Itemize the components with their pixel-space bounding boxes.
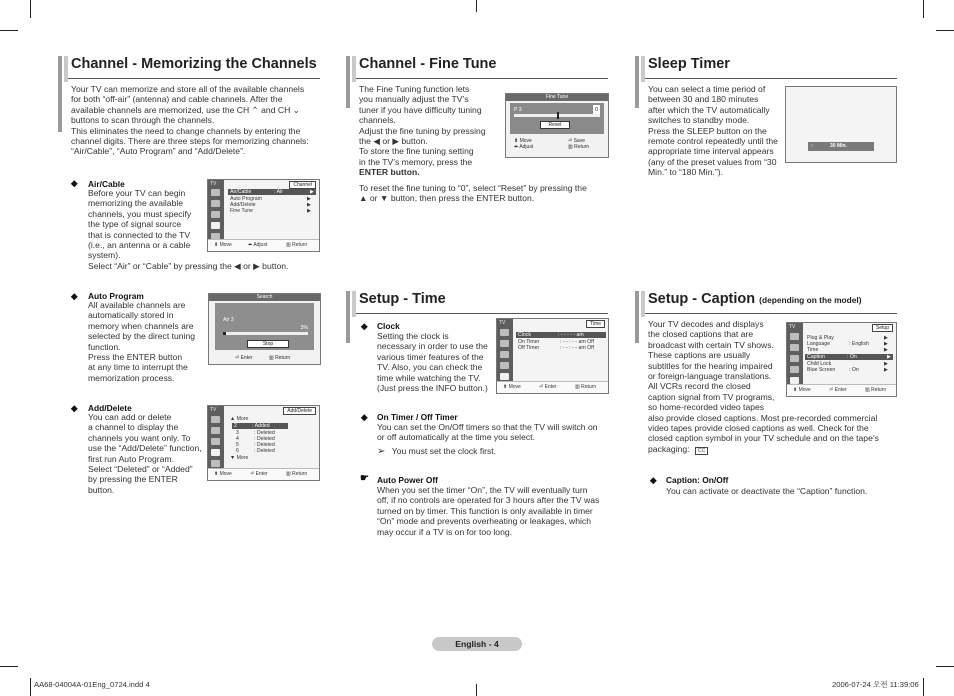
hint-label: Save xyxy=(573,138,585,144)
text-line: you manually adjust the TV’s xyxy=(359,94,469,105)
hint-label: Return xyxy=(581,384,597,390)
osd-selected-row xyxy=(805,354,893,360)
text-line: the type of signal source xyxy=(88,219,182,230)
auto-program-text xyxy=(88,300,210,383)
speaker-icon xyxy=(211,211,220,218)
hint-label: Move xyxy=(219,471,232,477)
setup-icon xyxy=(211,460,220,467)
text-line: or off automatically at the time you select. xyxy=(377,432,535,443)
hint-label: Enter xyxy=(240,355,253,361)
osd-sidebar xyxy=(787,323,803,384)
sound-icon xyxy=(790,344,799,351)
text-line: various timer features of the xyxy=(377,351,484,362)
crop-mark xyxy=(476,684,477,696)
section-marker xyxy=(346,56,350,108)
text-line: Press the SLEEP button on the xyxy=(648,125,767,136)
title-rule xyxy=(68,78,320,79)
move-hint: ⬍ Move xyxy=(214,471,232,477)
enter-hint: ⏎ Enter xyxy=(250,471,268,477)
arrow-right-icon: ▶ xyxy=(307,196,311,202)
text-line: turned on by timer. This function is only available in timer xyxy=(377,505,593,516)
text-line: system). xyxy=(88,250,121,261)
crop-mark xyxy=(30,678,31,696)
note-arrow-icon: ➢ xyxy=(377,446,386,457)
channel-status: : Deleted xyxy=(254,430,275,436)
text-line: These captions are usually xyxy=(648,350,751,361)
text-line: TV. Also, you can check the xyxy=(377,362,483,373)
osd-row-label: Off Timer xyxy=(518,345,540,351)
arrow-right-icon: ▶ xyxy=(307,202,311,208)
text-line: channels. xyxy=(359,115,396,126)
channel-antenna-icon xyxy=(500,362,509,369)
fine-value: 0 xyxy=(593,105,600,116)
osd-footer xyxy=(208,468,319,480)
hint-label: Return xyxy=(292,471,308,477)
text-line: closed caption symbol in your TV schedule and on the tape’s xyxy=(648,433,879,444)
arrow-right-icon: ▶ xyxy=(307,208,311,214)
osd-tv-label: TV xyxy=(789,324,796,330)
text-line: Before your TV can begin xyxy=(88,188,186,198)
finetune-reset-text xyxy=(359,183,609,204)
channel-status: : Deleted xyxy=(254,442,275,448)
osd-row-label: Child Lock xyxy=(807,361,832,367)
text-line: All available channels are xyxy=(88,300,186,310)
fine-tune-hints-right: ⏎ Save ▥ Return xyxy=(568,138,590,150)
arrow-right-icon: ▶ xyxy=(884,361,888,367)
arrow-right-icon: ▶ xyxy=(884,335,888,341)
section-title-finetune: Channel - Fine Tune xyxy=(359,56,497,72)
channel-number: 3 xyxy=(236,430,239,436)
text-line: “On” mode and prevents overheating or leakages, which xyxy=(377,516,592,527)
text-line: first run Auto Program. xyxy=(88,453,174,464)
clock-text xyxy=(377,331,495,393)
osd-row-value: : Air xyxy=(274,189,283,195)
diamond-bullet-icon: ◆ xyxy=(71,291,78,301)
auto-power-off-heading: Auto Power Off xyxy=(377,475,438,485)
diamond-bullet-icon: ◆ xyxy=(71,403,78,413)
diamond-bullet-icon: ◆ xyxy=(361,321,368,331)
text-line: (i.e., an antenna or a cable xyxy=(88,240,191,251)
arrow-right-icon: ▶ xyxy=(884,347,888,353)
text-line: remote control repeatedly until the xyxy=(648,136,778,147)
channel-status: : Deleted xyxy=(254,448,275,454)
enter-hint: ⏎ Enter xyxy=(829,387,847,393)
more-up: ▲ More xyxy=(230,416,249,422)
search-channel: Air 3 xyxy=(223,317,234,323)
more-down: ▼ More xyxy=(230,455,249,461)
text-line: Adjust the fine tuning by pressing xyxy=(359,125,486,136)
osd-tv-label: TV xyxy=(210,407,217,413)
osd-selected-row xyxy=(516,332,606,338)
text-line: at any time to interrupt the xyxy=(88,362,188,373)
text-line: off, if no controls are operated for 3 hours after the TV was xyxy=(377,495,600,506)
osd-row-label: Blue Screen xyxy=(807,367,836,373)
text-line: memory when channels are xyxy=(88,320,194,331)
section-title-time: Setup - Time xyxy=(359,291,446,307)
crop-mark xyxy=(936,30,954,31)
sleep-text xyxy=(648,84,788,178)
osd-sleep-screen xyxy=(785,86,897,163)
arrow-right-icon: ▶ xyxy=(887,354,891,360)
enter-hint: ⏎ Enter xyxy=(235,355,253,361)
adjust-hint: ⬌ Adjust xyxy=(248,242,268,248)
crop-mark xyxy=(30,0,31,18)
text-line: for both “off-air” (antenna) and cable channels. After the xyxy=(71,94,283,105)
text-line: You can set the On/Off timers so that the TV will switch on xyxy=(377,422,598,432)
text-line xyxy=(648,444,898,455)
file-name: AA68-04004A-01Eng_0724.indd 4 xyxy=(34,680,150,689)
fine-tune-hints: ⬍ Move ⬌ Adjust xyxy=(514,138,534,150)
osd-row-value: : - - : - - am xyxy=(558,332,584,338)
crop-mark xyxy=(923,0,924,18)
note-text: You must set the clock first. xyxy=(391,446,497,456)
channel-number: 4 xyxy=(236,436,239,442)
section-title-caption xyxy=(648,291,862,309)
note-row xyxy=(377,446,617,457)
enter-hint: ⏎ Enter xyxy=(539,384,557,390)
channel-number: 6 xyxy=(236,448,239,454)
text-line: may occur if a TV is on for too long. xyxy=(377,526,513,537)
osd-channel-menu xyxy=(207,179,320,252)
text-line: When you set the timer “On”, the TV will eventually turn xyxy=(377,485,588,495)
osd-dialog-title: Search xyxy=(209,294,320,301)
text-line: tuner if you have difficulty tuning xyxy=(359,104,482,115)
text-line: (Just press the INFO button.) xyxy=(377,383,488,394)
page-number: English - 4 xyxy=(432,637,522,651)
crop-mark xyxy=(936,666,954,667)
finetune-text xyxy=(359,84,499,178)
clock-heading: Clock xyxy=(377,321,400,331)
osd-dialog-title: Fine Tune xyxy=(506,94,608,101)
crop-mark xyxy=(923,678,924,696)
text-line: memorizing the available xyxy=(88,198,184,209)
sound-icon xyxy=(500,340,509,347)
osd-dialog-body xyxy=(215,303,314,350)
osd-tag: Add/Delete xyxy=(283,407,316,415)
text-line: ENTER button. xyxy=(359,167,420,178)
text-line: necessary in order to use the xyxy=(377,341,488,352)
picture-icon xyxy=(211,189,220,196)
arrow-right-icon: ▶ xyxy=(310,189,314,195)
text-line: Your TV can memorize and store all of the available channels xyxy=(71,84,305,94)
memorize-intro xyxy=(71,84,331,157)
text-line: memorization process. xyxy=(88,372,175,383)
text-line: Min.” to “180 Min.”). xyxy=(648,167,723,178)
text-line: channels you want only. To xyxy=(88,432,191,443)
search-percent: 3% xyxy=(300,325,308,331)
text-line: in the TV’s memory, press the xyxy=(359,156,473,167)
text-line: To store the fine tuning setting xyxy=(359,146,474,157)
text-line: button. xyxy=(88,484,115,495)
text-line: the ◀ or ▶ button. xyxy=(359,136,428,147)
osd-row-label: Caption xyxy=(807,354,825,360)
move-hint: ⬍ Move xyxy=(214,242,232,248)
fine-channel: P 3 xyxy=(514,107,522,113)
hint-label: Return xyxy=(574,144,590,150)
channel-status: : Deleted xyxy=(254,436,275,442)
text-line: video tapes provide closed captions as well. Check for the xyxy=(648,423,869,434)
osd-row-value: : On xyxy=(849,367,859,373)
setup-icon xyxy=(790,377,799,384)
section-title-memorize: Channel - Memorizing the Channels xyxy=(71,56,317,72)
text-line: ▲ or ▼ button, then press the ENTER button. xyxy=(359,193,535,204)
section-marker xyxy=(58,56,62,132)
text-line: switches to standby mode. xyxy=(648,115,750,126)
text-line: buttons to scan through the channels. xyxy=(71,115,215,126)
title-rule xyxy=(356,313,608,314)
section-marker xyxy=(346,291,350,343)
search-progress-bar xyxy=(223,332,308,335)
picture-icon xyxy=(500,329,509,336)
text-line: after which the TV automatically xyxy=(648,104,770,115)
packaging-label: packaging: xyxy=(648,443,690,454)
air-cable-heading: Air/Cable xyxy=(88,179,125,189)
sleep-value: 30 Min. xyxy=(830,143,847,149)
hint-label: Move xyxy=(508,384,521,390)
add-delete-heading: Add/Delete xyxy=(88,403,132,413)
text-line: appropriate time interval appears xyxy=(648,146,774,157)
osd-dialog-body xyxy=(510,103,604,134)
text-line: Setting the clock is xyxy=(377,331,449,341)
hint-label: Adjust xyxy=(253,242,268,248)
return-hint: ▥ Return xyxy=(865,387,887,393)
channel-antenna-icon xyxy=(211,449,220,456)
osd-row xyxy=(518,345,594,351)
picture-icon xyxy=(211,416,220,423)
hint-label: Move xyxy=(219,242,232,248)
auto-program-heading: Auto Program xyxy=(88,291,144,301)
osd-footer xyxy=(497,381,608,393)
osd-tag: Setup xyxy=(872,324,893,332)
crop-mark xyxy=(0,666,18,667)
channel-row xyxy=(236,448,275,454)
text-line: use the “Add/Delete” function, xyxy=(88,443,202,454)
hint-label: Adjust xyxy=(519,144,534,150)
hint-label: Return xyxy=(292,242,308,248)
text-line: so home-recorded video tapes xyxy=(648,402,765,413)
text-line: subtitles for the hearing impaired xyxy=(648,360,773,371)
text-line: The Fine Tuning function lets xyxy=(359,84,470,94)
caption-onoff-text: You can activate or deactivate the “Caption” function. xyxy=(666,486,868,496)
fine-tune-indicator xyxy=(557,112,559,119)
on-off-timer-text xyxy=(377,422,617,443)
crop-mark xyxy=(0,30,18,31)
picture-icon xyxy=(790,333,799,340)
osd-fine-tune-dialog xyxy=(505,93,609,158)
print-date: 2006-07-24 오전 11:39:06 xyxy=(832,680,919,689)
crop-mark xyxy=(476,0,477,12)
text-line: channel digits. There are three steps for memorizing channels: xyxy=(71,136,309,147)
osd-tag: Channel xyxy=(289,181,316,189)
sleep-indicator xyxy=(808,142,874,151)
text-line: caption signal from TV programs, xyxy=(648,391,775,402)
text-line: channels, you must specify xyxy=(88,208,192,219)
reset-button: Reset xyxy=(540,121,570,129)
speaker-icon xyxy=(211,438,220,445)
channel-antenna-icon xyxy=(211,222,220,229)
osd-time-menu xyxy=(496,318,609,394)
osd-footer xyxy=(787,384,896,396)
osd-sidebar xyxy=(497,319,513,381)
channel-antenna-icon xyxy=(790,366,799,373)
text-line: automatically stored in xyxy=(88,310,174,321)
return-hint: ▥ Return xyxy=(575,384,597,390)
text-line: the closed captions that are xyxy=(648,329,754,340)
move-hint: ⬍ Move xyxy=(503,384,521,390)
osd-row-label: Auto Program xyxy=(230,196,263,202)
hint-label: Return xyxy=(871,387,887,393)
hint-label: Enter xyxy=(834,387,847,393)
text-line: You can add or delete xyxy=(88,412,172,422)
text-line: Your TV decodes and displays xyxy=(648,319,764,329)
closed-caption-icon: CC xyxy=(695,447,708,455)
title-rule xyxy=(645,313,897,314)
caption-title-text: Setup - Caption xyxy=(648,291,756,307)
osd-row-value: : English xyxy=(849,341,869,347)
caption-onoff-heading: Caption: On/Off xyxy=(666,475,729,485)
osd-row-value: : - - : - - am Off xyxy=(560,339,594,345)
pointing-hand-icon: ☛ xyxy=(360,473,369,484)
add-delete-text xyxy=(88,412,212,495)
text-line: “Air/Cable”, “Auto Program” and “Add/Delete”. xyxy=(71,146,246,157)
osd-row-label: Language xyxy=(807,341,831,347)
text-line: time while watching the TV. xyxy=(377,372,481,383)
hint-label: Move xyxy=(798,387,811,393)
stop-button: Stop xyxy=(247,340,289,348)
osd-selected-row xyxy=(232,423,288,429)
osd-add-delete xyxy=(207,405,320,481)
channel-number: 2 xyxy=(234,423,237,429)
osd-sidebar xyxy=(208,406,224,468)
osd-row-label: Add/Delete xyxy=(230,202,256,208)
osd-row-value: : On xyxy=(847,354,857,360)
text-line: Press the ENTER button xyxy=(88,352,183,363)
text-line: that is connected to the TV xyxy=(88,229,191,240)
setup-icon xyxy=(500,373,509,380)
text-line: selected by the direct tuning xyxy=(88,331,196,342)
auto-power-off-text xyxy=(377,485,617,537)
diamond-bullet-icon: ◆ xyxy=(71,178,78,188)
text-line: You can select a time period of xyxy=(648,84,766,94)
osd-row xyxy=(807,347,818,353)
osd-row xyxy=(807,367,859,373)
text-line: available channels are memorized, use the CH ⌃ and CH ⌄ xyxy=(71,104,300,115)
osd-row-value: : - - : - - am Off xyxy=(560,345,594,351)
text-line: between 30 and 180 minutes xyxy=(648,94,759,105)
text-line: To reset the fine tuning to “0”, select “Reset” by pressing the xyxy=(359,183,587,193)
search-progress-fill xyxy=(223,332,226,335)
diamond-bullet-icon: ◆ xyxy=(650,475,657,485)
speaker-icon xyxy=(790,355,799,362)
osd-tag: Time xyxy=(586,320,605,328)
hint-label: Move xyxy=(519,138,532,144)
arrow-right-icon: ▶ xyxy=(884,367,888,373)
osd-footer xyxy=(208,239,319,251)
text-line: All VCRs record the closed xyxy=(648,381,751,392)
text-line: a channel to display the xyxy=(88,422,179,433)
clock-icon: ◔ xyxy=(810,143,814,149)
text-line: This eliminates the need to change channels by entering the xyxy=(71,125,301,136)
osd-row-label: On Timer xyxy=(518,339,540,345)
text-line: by pressing the ENTER xyxy=(88,474,178,485)
text-line: Select “Air” or “Cable” by pressing the ◀ or ▶ button. xyxy=(88,260,289,271)
speaker-icon xyxy=(500,351,509,358)
osd-tv-label: TV xyxy=(210,181,217,187)
text-line: also provide closed captions. Most pre-recorded commercial xyxy=(648,412,878,423)
text-line: function. xyxy=(88,341,121,352)
diamond-bullet-icon: ◆ xyxy=(361,412,368,422)
text-line: or foreign-language translations. xyxy=(648,371,772,382)
return-hint: ▥ Return xyxy=(269,355,291,361)
return-hint: ▥ Return xyxy=(286,471,308,477)
hint-label: Enter xyxy=(544,384,557,390)
hint-label: Return xyxy=(275,355,291,361)
sound-icon xyxy=(211,200,220,207)
arrow-right-icon: ▶ xyxy=(884,341,888,347)
channel-status: : Added xyxy=(252,423,270,429)
channel-number: 5 xyxy=(236,442,239,448)
title-rule xyxy=(356,78,608,79)
on-off-timer-heading: On Timer / Off Timer xyxy=(377,412,458,422)
caption-title-note: (depending on the model) xyxy=(759,295,862,305)
osd-search-dialog xyxy=(208,293,321,365)
text-line: Select “Deleted” or “Added” xyxy=(88,464,193,475)
move-hint: ⬍ Move xyxy=(793,387,811,393)
hint-label: Enter xyxy=(255,471,268,477)
osd-row-label: Clock xyxy=(518,332,531,338)
section-title-sleep: Sleep Timer xyxy=(648,56,730,72)
return-hint: ▥ Return xyxy=(286,242,308,248)
title-rule xyxy=(645,78,897,79)
text-line: broadcast with certain TV shows. xyxy=(648,339,774,350)
osd-row-label: Plug & Play xyxy=(807,335,834,341)
osd-sidebar xyxy=(208,180,224,239)
osd-selected-row xyxy=(228,189,316,195)
osd-row-label: Fine Tune xyxy=(230,208,254,214)
fine-tune-bar xyxy=(514,114,600,117)
osd-row-label: Time xyxy=(807,347,819,353)
section-marker xyxy=(635,291,639,343)
osd-setup-menu xyxy=(786,322,897,397)
osd-tv-label: TV xyxy=(499,320,506,326)
osd-row-label: Air/Cable xyxy=(230,189,252,195)
sound-icon xyxy=(211,427,220,434)
section-marker xyxy=(635,56,639,108)
text-line: (any of the preset values from “30 xyxy=(648,156,777,167)
